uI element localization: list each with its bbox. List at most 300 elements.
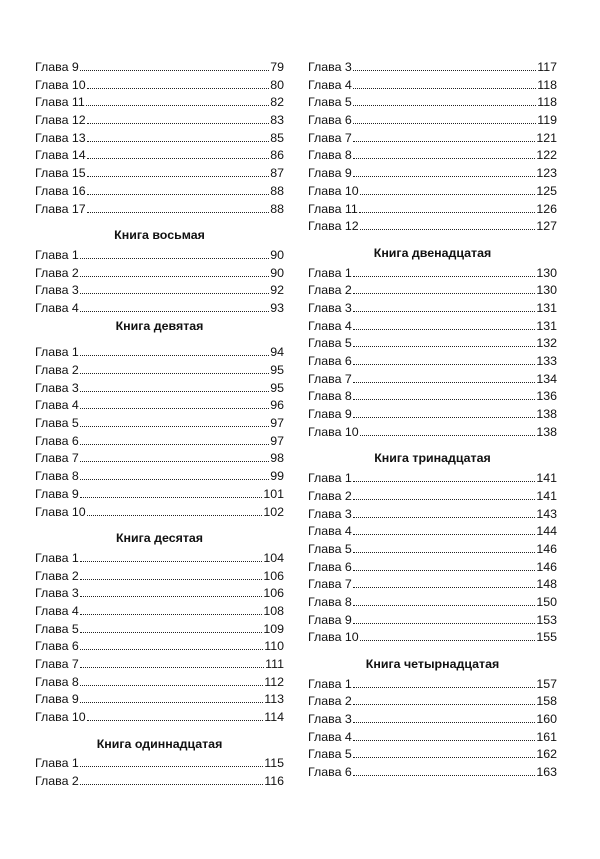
toc-entry [35,638,284,656]
dot-leader [80,257,269,259]
toc-entry [308,470,557,488]
chapter-label: Глава 8 [308,389,352,404]
dot-leader [353,122,536,124]
chapter-label: Глава 4 [308,318,352,333]
chapter-label: Глава 3 [308,712,352,727]
page-number: 144 [536,524,557,539]
page-number: 112 [264,674,284,689]
chapter-label: Глава 11 [35,95,85,110]
toc-list [35,59,284,218]
page-number: 134 [536,371,557,386]
toc-entry [35,568,284,586]
page-number: 110 [264,639,284,654]
toc-entry [308,559,557,577]
dot-leader [353,774,536,776]
dot-leader [353,756,536,758]
toc-entry [35,656,284,674]
page-number: 109 [263,621,284,636]
chapter-label: Глава 9 [308,166,352,181]
dot-leader [353,310,536,312]
toc-entry [35,380,284,398]
page-number: 138 [536,407,557,422]
chapter-label: Глава 3 [308,60,352,74]
dot-leader [353,551,536,553]
toc-entry [35,130,284,148]
dot-leader [80,595,263,597]
dot-leader [87,87,270,89]
chapter-label: Глава 1 [35,247,79,262]
toc-entry [308,318,557,336]
page-number: 94 [270,345,284,360]
dot-leader [80,578,263,580]
dot-leader [360,434,536,436]
page-number: 97 [270,416,284,431]
toc-left-column [35,59,284,791]
dot-leader [353,69,536,71]
chapter-label: Глава 5 [35,621,79,636]
toc-entry [35,755,284,773]
page-number: 92 [270,283,284,298]
chapter-label: Глава 2 [308,283,352,298]
toc-entry [308,353,557,371]
dot-leader [353,604,536,606]
chapter-label: Глава 7 [308,577,352,592]
toc-entry [308,629,557,647]
dot-leader [353,533,536,535]
toc-entry [35,165,284,183]
dot-leader [360,193,536,195]
toc-right-column [308,59,557,782]
page-number: 90 [270,265,284,280]
page-number: 131 [536,300,557,315]
page-number: 106 [263,586,284,601]
page-number: 98 [270,451,284,466]
page-number: 111 [265,657,284,671]
dot-leader [353,498,536,500]
toc-entry [308,764,557,782]
dot-leader [353,480,536,482]
dot-leader [353,721,536,723]
page-number: 138 [536,424,557,439]
page-number: 163 [536,765,557,780]
toc-entry [35,433,284,451]
page-number: 99 [270,469,284,484]
page-number: 123 [536,166,557,181]
book-heading: Книга девятая [115,318,204,333]
page-number: 108 [263,603,284,618]
page-number: 146 [536,559,557,574]
chapter-label: Глава 7 [35,657,79,671]
chapter-label: Глава 9 [35,486,79,501]
page-number: 106 [263,568,284,583]
toc-entry [308,576,557,594]
chapter-label: Глава 3 [35,283,79,298]
dot-leader [80,648,263,650]
chapter-label: Глава 14 [35,148,86,163]
book-heading: Книга одиннадцатая [96,736,223,751]
dot-leader [359,211,536,213]
chapter-label: Глава 9 [35,60,79,74]
toc-entry [35,709,284,727]
toc-entry [35,585,284,603]
toc-entry [35,59,284,77]
page-number: 130 [536,283,557,298]
book-heading: Книга двенадцатая [373,245,492,260]
dot-leader [353,381,536,383]
dot-leader [353,104,536,106]
toc-entry [308,183,557,201]
page-number: 101 [263,486,284,501]
chapter-label: Глава 10 [308,183,359,198]
dot-leader [353,328,536,330]
chapter-label: Глава 2 [308,488,352,503]
page-number: 114 [264,710,284,725]
toc-entry [308,406,557,424]
chapter-label: Глава 10 [35,504,86,519]
page-number: 96 [270,398,284,413]
page-number: 80 [270,77,284,92]
toc-entry [35,773,284,791]
dot-leader [80,443,269,445]
page-number: 121 [536,130,557,145]
page-number: 104 [263,550,284,565]
dot-leader [360,228,536,230]
dot-leader [80,666,264,668]
dot-leader [80,372,269,374]
toc-entry [35,550,284,568]
chapter-label: Глава 10 [35,77,86,92]
chapter-label: Глава 2 [35,568,79,583]
dot-leader [80,631,263,633]
book-heading: Книга тринадцатая [374,451,491,466]
toc-entry [35,486,284,504]
page-number: 118 [537,77,557,92]
toc-entry [308,335,557,353]
chapter-label: Глава 11 [308,201,358,216]
chapter-label: Глава 6 [35,433,79,448]
page-number: 102 [263,504,284,519]
toc-entry [308,693,557,711]
page-number: 146 [536,541,557,556]
dot-leader [80,354,269,356]
chapter-label: Глава 7 [308,130,352,145]
toc-entry [35,621,284,639]
chapter-label: Глава 4 [308,524,352,539]
chapter-label: Глава 3 [35,586,79,601]
toc-entry [308,112,557,130]
dot-leader [353,345,536,347]
page-number: 127 [536,219,557,234]
toc-entry [308,676,557,694]
toc-entry [308,506,557,524]
toc-entry [308,612,557,630]
toc-list [35,247,284,318]
dot-leader [80,613,263,615]
toc-entry [308,746,557,764]
chapter-label: Глава 16 [35,183,86,198]
chapter-label: Глава 15 [35,166,86,181]
dot-leader [353,686,536,688]
chapter-label: Глава 9 [35,692,79,707]
page-number: 116 [264,774,284,789]
page-number: 88 [270,183,284,198]
toc-list [35,550,284,727]
page-number: 93 [270,300,284,315]
dot-leader [80,496,263,498]
dot-leader [86,104,269,106]
dot-leader [80,292,269,294]
chapter-label: Глава 8 [35,469,79,484]
chapter-label: Глава 4 [35,398,79,413]
toc-list [308,470,557,647]
page-number: 115 [264,756,284,771]
toc-entry [35,300,284,318]
dot-leader [80,275,269,277]
dot-leader [80,460,269,462]
page-number: 131 [536,318,557,333]
page-number: 157 [536,676,557,691]
toc-entry [308,282,557,300]
toc-entry [35,344,284,362]
toc-entry [308,77,557,95]
page-number: 148 [536,577,557,592]
dot-leader [80,69,269,71]
page-number: 162 [536,747,557,762]
page-number: 122 [536,148,557,163]
dot-leader [353,703,536,705]
dot-leader [80,425,269,427]
chapter-label: Глава 5 [35,416,79,431]
book-heading: Книга десятая [115,531,204,546]
toc-entry [35,691,284,709]
dot-leader [353,275,536,277]
toc-entry [308,94,557,112]
chapter-label: Глава 10 [308,630,359,645]
chapter-label: Глава 4 [308,729,352,744]
chapter-label: Глава 7 [308,371,352,386]
dot-leader [80,560,263,562]
page-number: 113 [264,692,284,707]
page-number: 97 [270,433,284,448]
chapter-label: Глава 9 [308,407,352,422]
chapter-label: Глава 8 [308,148,352,163]
chapter-label: Глава 3 [35,380,79,395]
dot-leader [80,478,269,480]
chapter-label: Глава 3 [308,506,352,521]
page-number: 118 [537,95,557,110]
chapter-label: Глава 6 [35,639,79,654]
chapter-label: Глава 1 [35,345,79,360]
chapter-label: Глава 10 [35,710,86,725]
dot-leader [353,516,536,518]
chapter-label: Глава 12 [35,113,86,128]
chapter-label: Глава 8 [308,594,352,609]
page-number: 130 [536,265,557,280]
page-number: 119 [537,113,557,128]
toc-entry [308,488,557,506]
dot-leader [87,514,263,516]
dot-leader [353,140,536,142]
dot-leader [80,783,263,785]
toc-entry [308,300,557,318]
toc-entry [35,112,284,130]
chapter-label: Глава 4 [308,77,352,92]
dot-leader [80,407,269,409]
toc-list [308,265,557,442]
chapter-label: Глава 10 [308,424,359,439]
page-number: 95 [270,380,284,395]
chapter-label: Глава 5 [308,95,352,110]
page-number: 136 [536,389,557,404]
toc-entry [35,450,284,468]
dot-leader [87,211,270,213]
chapter-label: Глава 5 [308,336,352,351]
chapter-label: Глава 1 [308,676,352,691]
chapter-label: Глава 2 [35,265,79,280]
page-number: 90 [270,247,284,262]
page-number: 141 [536,488,557,503]
chapter-label: Глава 1 [35,550,79,565]
page-number: 86 [270,148,284,163]
chapter-label: Глава 5 [308,541,352,556]
toc-entry [308,711,557,729]
chapter-label: Глава 13 [35,130,86,145]
toc-entry [308,218,557,236]
dot-leader [353,622,536,624]
chapter-label: Глава 12 [308,219,359,234]
chapter-label: Глава 1 [308,471,352,486]
toc-entry [308,147,557,165]
toc-entry [35,603,284,621]
toc-entry [35,77,284,95]
page-number: 95 [270,363,284,377]
book-heading: Книга восьмая [114,228,205,243]
dot-leader [353,569,536,571]
dot-leader [80,390,269,392]
chapter-label: Глава 8 [35,674,79,689]
dot-leader [87,193,270,195]
chapter-label: Глава 7 [35,451,79,466]
toc-list [35,344,284,521]
toc-entry [35,265,284,283]
dot-leader [87,157,270,159]
dot-leader [353,175,536,177]
dot-leader [80,310,269,312]
page-number: 161 [536,729,557,744]
toc-entry [35,468,284,486]
toc-entry [308,523,557,541]
page-number: 79 [270,60,284,74]
toc-entry [35,282,284,300]
toc-entry [35,147,284,165]
dot-leader [353,586,536,588]
chapter-label: Глава 5 [308,747,352,762]
toc-entry [308,594,557,612]
toc-entry [35,362,284,380]
chapter-label: Глава 9 [308,612,352,627]
page-number: 158 [536,694,557,709]
page-number: 88 [270,201,284,216]
chapter-label: Глава 2 [35,363,79,377]
dot-leader [80,684,263,686]
chapter-label: Глава 6 [308,559,352,574]
chapter-label: Глава 17 [35,201,86,216]
chapter-label: Глава 6 [308,354,352,368]
dot-leader [353,416,536,418]
toc-entry [308,201,557,219]
toc-entry [308,165,557,183]
toc-entry [308,371,557,389]
chapter-label: Глава 6 [308,765,352,780]
toc-entry [35,94,284,112]
toc-entry [35,201,284,219]
toc-entry [35,674,284,692]
toc-entry [35,183,284,201]
toc-entry [308,59,557,77]
toc-entry [35,247,284,265]
toc-list [35,755,284,790]
chapter-label: Глава 3 [308,300,352,315]
page-number: 83 [270,113,284,128]
dot-leader [353,292,536,294]
page-number: 153 [536,612,557,627]
dot-leader [87,175,270,177]
chapter-label: Глава 1 [35,756,79,771]
dot-leader [87,140,270,142]
book-heading: Книга четырнадцатая [365,657,500,671]
chapter-label: Глава 1 [308,265,352,280]
toc-entry [308,424,557,442]
chapter-label: Глава 6 [308,113,352,128]
dot-leader [353,157,536,159]
page-number: 132 [536,336,557,351]
toc-entry [308,388,557,406]
dot-leader [353,398,536,400]
dot-leader [80,701,263,703]
page-number: 117 [537,60,557,74]
dot-leader [80,765,263,767]
page-number: 87 [270,166,284,181]
toc-entry [35,504,284,522]
page-number: 85 [270,130,284,145]
page-number: 150 [536,594,557,609]
page-number: 126 [536,201,557,216]
dot-leader [353,739,536,741]
page-number: 133 [536,354,557,368]
dot-leader [87,719,264,721]
page-number: 143 [536,506,557,521]
chapter-label: Глава 4 [35,300,79,315]
page-number: 141 [536,471,557,486]
page-number: 160 [536,712,557,727]
toc-entry [35,415,284,433]
toc-entry [35,397,284,415]
chapter-label: Глава 2 [35,774,79,789]
toc-entry [308,265,557,283]
page-number: 155 [536,630,557,645]
toc-entry [308,130,557,148]
toc-entry [308,541,557,559]
toc-list [308,676,557,782]
toc-entry [308,729,557,747]
page-number: 125 [536,183,557,198]
dot-leader [353,87,536,89]
toc-list [308,59,557,236]
chapter-label: Глава 4 [35,603,79,618]
page-number: 82 [270,95,284,110]
dot-leader [353,363,536,365]
chapter-label: Глава 2 [308,694,352,709]
